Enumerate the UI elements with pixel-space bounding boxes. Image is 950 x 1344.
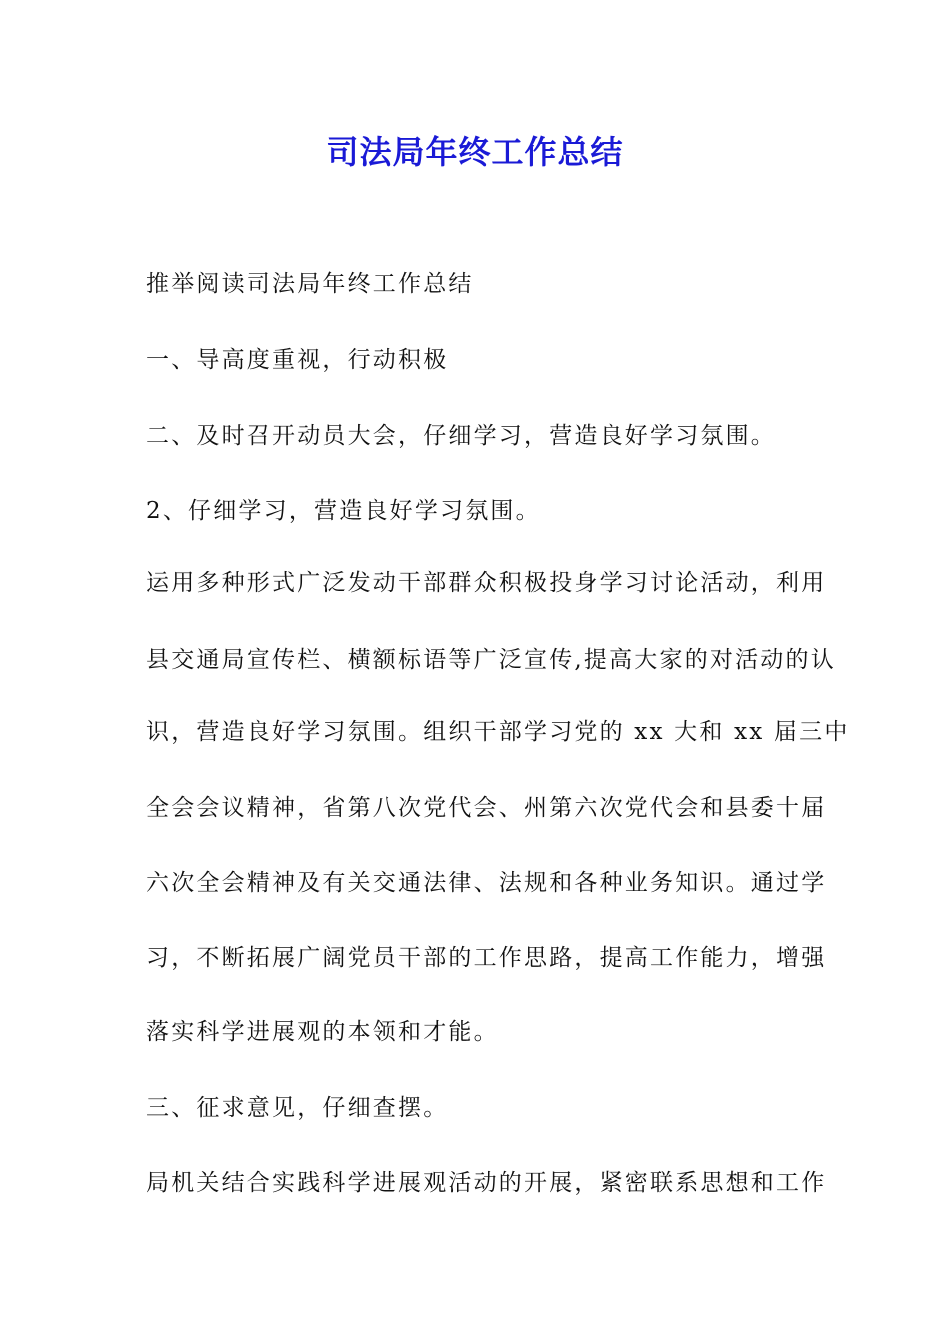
paragraph-line: 落实科学进展观的本领和才能。	[146, 1019, 499, 1045]
paragraph-line: 一、导高度重视，行动积极	[146, 347, 449, 373]
paragraph-line: 推举阅读司法局年终工作总结	[146, 271, 474, 297]
paragraph-line: 县交通局宣传栏、横额标语等广泛宣传,提高大家的对活动的认	[146, 647, 836, 673]
paragraph-line: 局机关结合实践科学进展观活动的开展，紧密联系思想和工作	[146, 1170, 827, 1196]
paragraph-line: 全会会议精神，省第八次党代会、州第六次党代会和县委十届	[146, 795, 827, 821]
paragraph-line: 习，不断拓展广阔党员干部的工作思路，提高工作能力，增强	[146, 945, 827, 971]
paragraph-line: 二、及时召开动员大会，仔细学习，营造良好学习氛围。	[146, 423, 776, 449]
paragraph-line: 六次全会精神及有关交通法律、法规和各种业务知识。通过学	[146, 870, 827, 896]
paragraph-line: 运用多种形式广泛发动干部群众积极投身学习讨论活动，利用	[146, 570, 827, 596]
paragraph-line: 识，营造良好学习氛围。组织干部学习党的 xx 大和 xx 届三中	[146, 719, 850, 745]
paragraph-line: 2、仔细学习，营造良好学习氛围。	[146, 498, 541, 524]
paragraph-line: 三、征求意见，仔细查摆。	[146, 1095, 449, 1121]
document-title: 司法局年终工作总结	[326, 133, 624, 171]
